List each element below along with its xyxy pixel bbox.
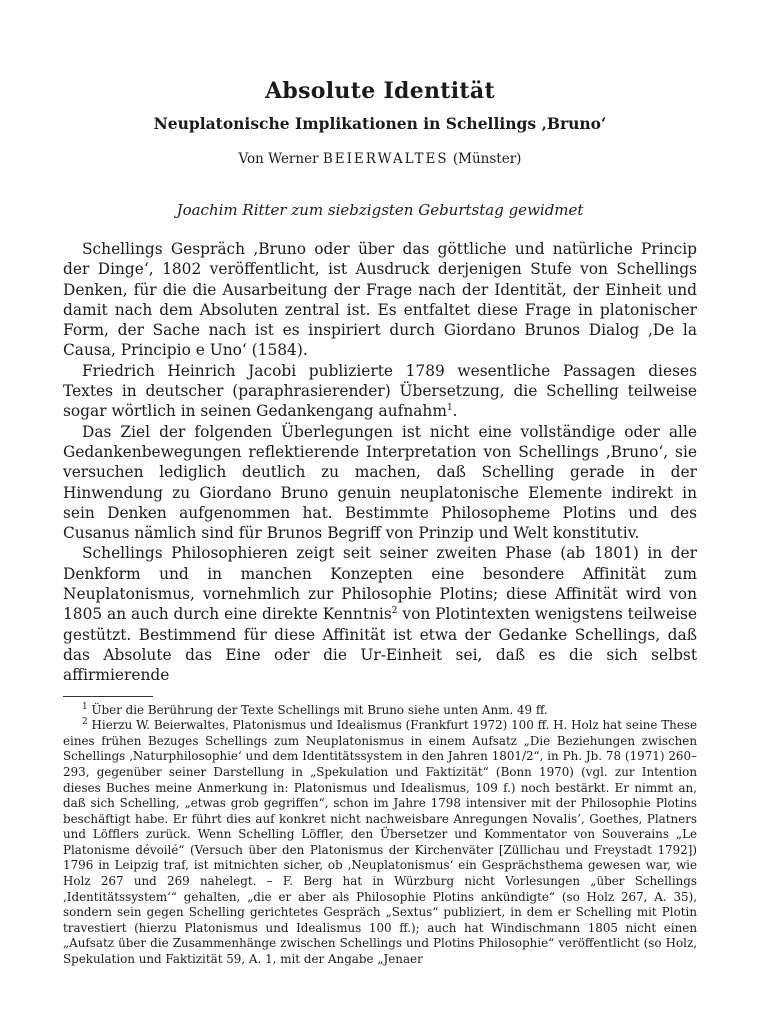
article-title: Absolute Identität (265, 78, 495, 104)
footnote-ref-2[interactable]: 2 (391, 606, 398, 617)
body-paragraph-2-end: . (452, 402, 458, 421)
footnotes (63, 703, 697, 968)
author-prefix: Von Werner (238, 151, 323, 167)
author-surname: BEIERWALTES (322, 151, 449, 167)
body-paragraph-1: Schellings Gespräch ‚Bruno oder über das göttliche und natürliche Princip der Dinge‘, 1802 veröffentlicht, ist Ausdruck derjenigen Stufe von Schellings Denken, für die die Ausarbeitung der Frage nach der Identität, der Einheit und damit nach dem Absoluten zentral ist. Es entfaltet diese Frage in platonischer Form, der Sache nach ist es inspiriert durch Giordano Brunos Dialog ‚De la Causa, Principio e Uno‘ (1584). (63, 240, 697, 360)
article-body (63, 239, 697, 686)
body-paragraph-2-text: Friedrich Heinrich Jacobi publizierte 1789 wesentliche Passagen dieses Textes in deutscher (paraphrasierender) Übersetzung, die Schelling teilweise sogar wörtlich in seinen Gedankengang aufnahm (63, 361, 697, 421)
article-subtitle: Neuplatonische Implikationen in Schellings ‚Bruno‘ (153, 114, 607, 133)
footnote-divider (63, 696, 153, 697)
body-paragraph-2 (63, 361, 697, 422)
footnote-2-text: Hierzu W. Beierwaltes, Platonismus und Idealismus (Frankfurt 1972) 100 ff. H. Holz hat seine These eines frühen Bezuges Schellings zum Neuplatonismus in einem Aufsatz „Die Beziehungen zwischen Schellings ‚Naturphilosophie‘ und dem Identitätssystem in den Jahren 1801/2“, in Ph. Jb. 78 (1971) 260–293, gegenüber seiner Darstellung in „Spekulation und Faktizität“ (Bonn 1970) (vgl. zur Intention dieses Buches meine Anmerkung in: Platonismus und Idealismus, 109 f.) noch bestärkt. Er nimmt an, daß sich Schelling, „etwas grob gegriffen“, schon im Jahre 1798 intensiver mit der Philosophie Plotins beschäftigt habe. Er führt dies auf konkret nicht nachweisbare Anregungen Novalis’, Goethes, Platners und Löfflers zurück. Wenn Schelling Löffler, den Übersetzer und Kommentator von Souverains „Le Platonisme dévoilé“ (Versuch über den Platonismus der Kirchenväter [Züllichau und Freystadt 1792]) 1796 in Leipzig traf, ist mitnichten sicher, ob ‚Neuplatonismus‘ ein Gesprächsthema gewesen war, wie Holz 267 und 269 nahelegt. – F. Berg hat in Würzburg nicht Vorlesungen „über Schellings ‚Identitätssystem‘“ gehalten, „die er aber als Philosophie Plotins ankündigte“ (so Holz 267, A. 35), sondern sein gegen Schelling gerichtetes Gespräch „Sextus“ publiziert, in dem er Schelling mit Plotin travestiert (hierzu Platonismus und Idealismus 100 ff.); auch hat Windischmann 1805 nicht einen „Aufsatz über die Zusammenhänge zwischen Schellings und Plotins Philosophie“ veröffentlicht (so Holz, Spekulation und Faktizität 59, A. 1, mit der Angabe „Jenaer (63, 718, 697, 967)
footnote-1-text: Über die Berührung der Texte Schellings mit Bruno siehe unten Anm. 49 ff. (87, 702, 548, 717)
author-line (63, 151, 697, 167)
body-paragraph-3: Das Ziel der folgenden Überlegungen ist nicht eine vollständige oder alle Gedankenbewegungen reflektierende Interpretation von Schellings ‚Bruno‘, sie versuchen lediglich deutlich zu machen, daß Schelling gerade in der Hinwendung zu Giordano Bruno genuin neuplatonische Elemente indirekt in sein Denken aufgenommen hat. Bestimmte Philosopheme Plotins und des Cusanus nämlich sind für Brunos Begriff von Prinzip und Welt konstitutiv. (63, 422, 697, 543)
body-paragraph-4-text: Schellings Philosophieren zeigt seit seiner zweiten Phase (ab 1801) in der Denkform und in manchen Konzepten eine besondere Affinität zum Neuplatonismus, vornehmlich zur Philosophie Plotins; diese Affinität wird von 1805 an auch durch eine direkte Kenntnis (63, 544, 697, 624)
author-affiliation: (Münster) (448, 151, 522, 167)
article-page (63, 78, 697, 968)
footnote-ref-1[interactable]: 1 (446, 403, 453, 414)
body-paragraph-4 (63, 543, 697, 685)
footnote-marker-2: 2 (82, 717, 88, 728)
footnote-2 (63, 718, 697, 968)
footnote-1 (63, 703, 697, 719)
dedication: Joachim Ritter zum siebzigsten Geburtstag gewidmet (176, 201, 584, 219)
footnote-marker-1: 1 (82, 701, 88, 712)
body-paragraph-4-end: von Plotintexten wenigstens teilweise gestützt. Bestimmend für diese Affinität ist etwa der Gedanke Schellings, daß das Absolute das Eine oder die Ur-Einheit sei, daß es die sich selbst affirmierende (63, 605, 697, 685)
